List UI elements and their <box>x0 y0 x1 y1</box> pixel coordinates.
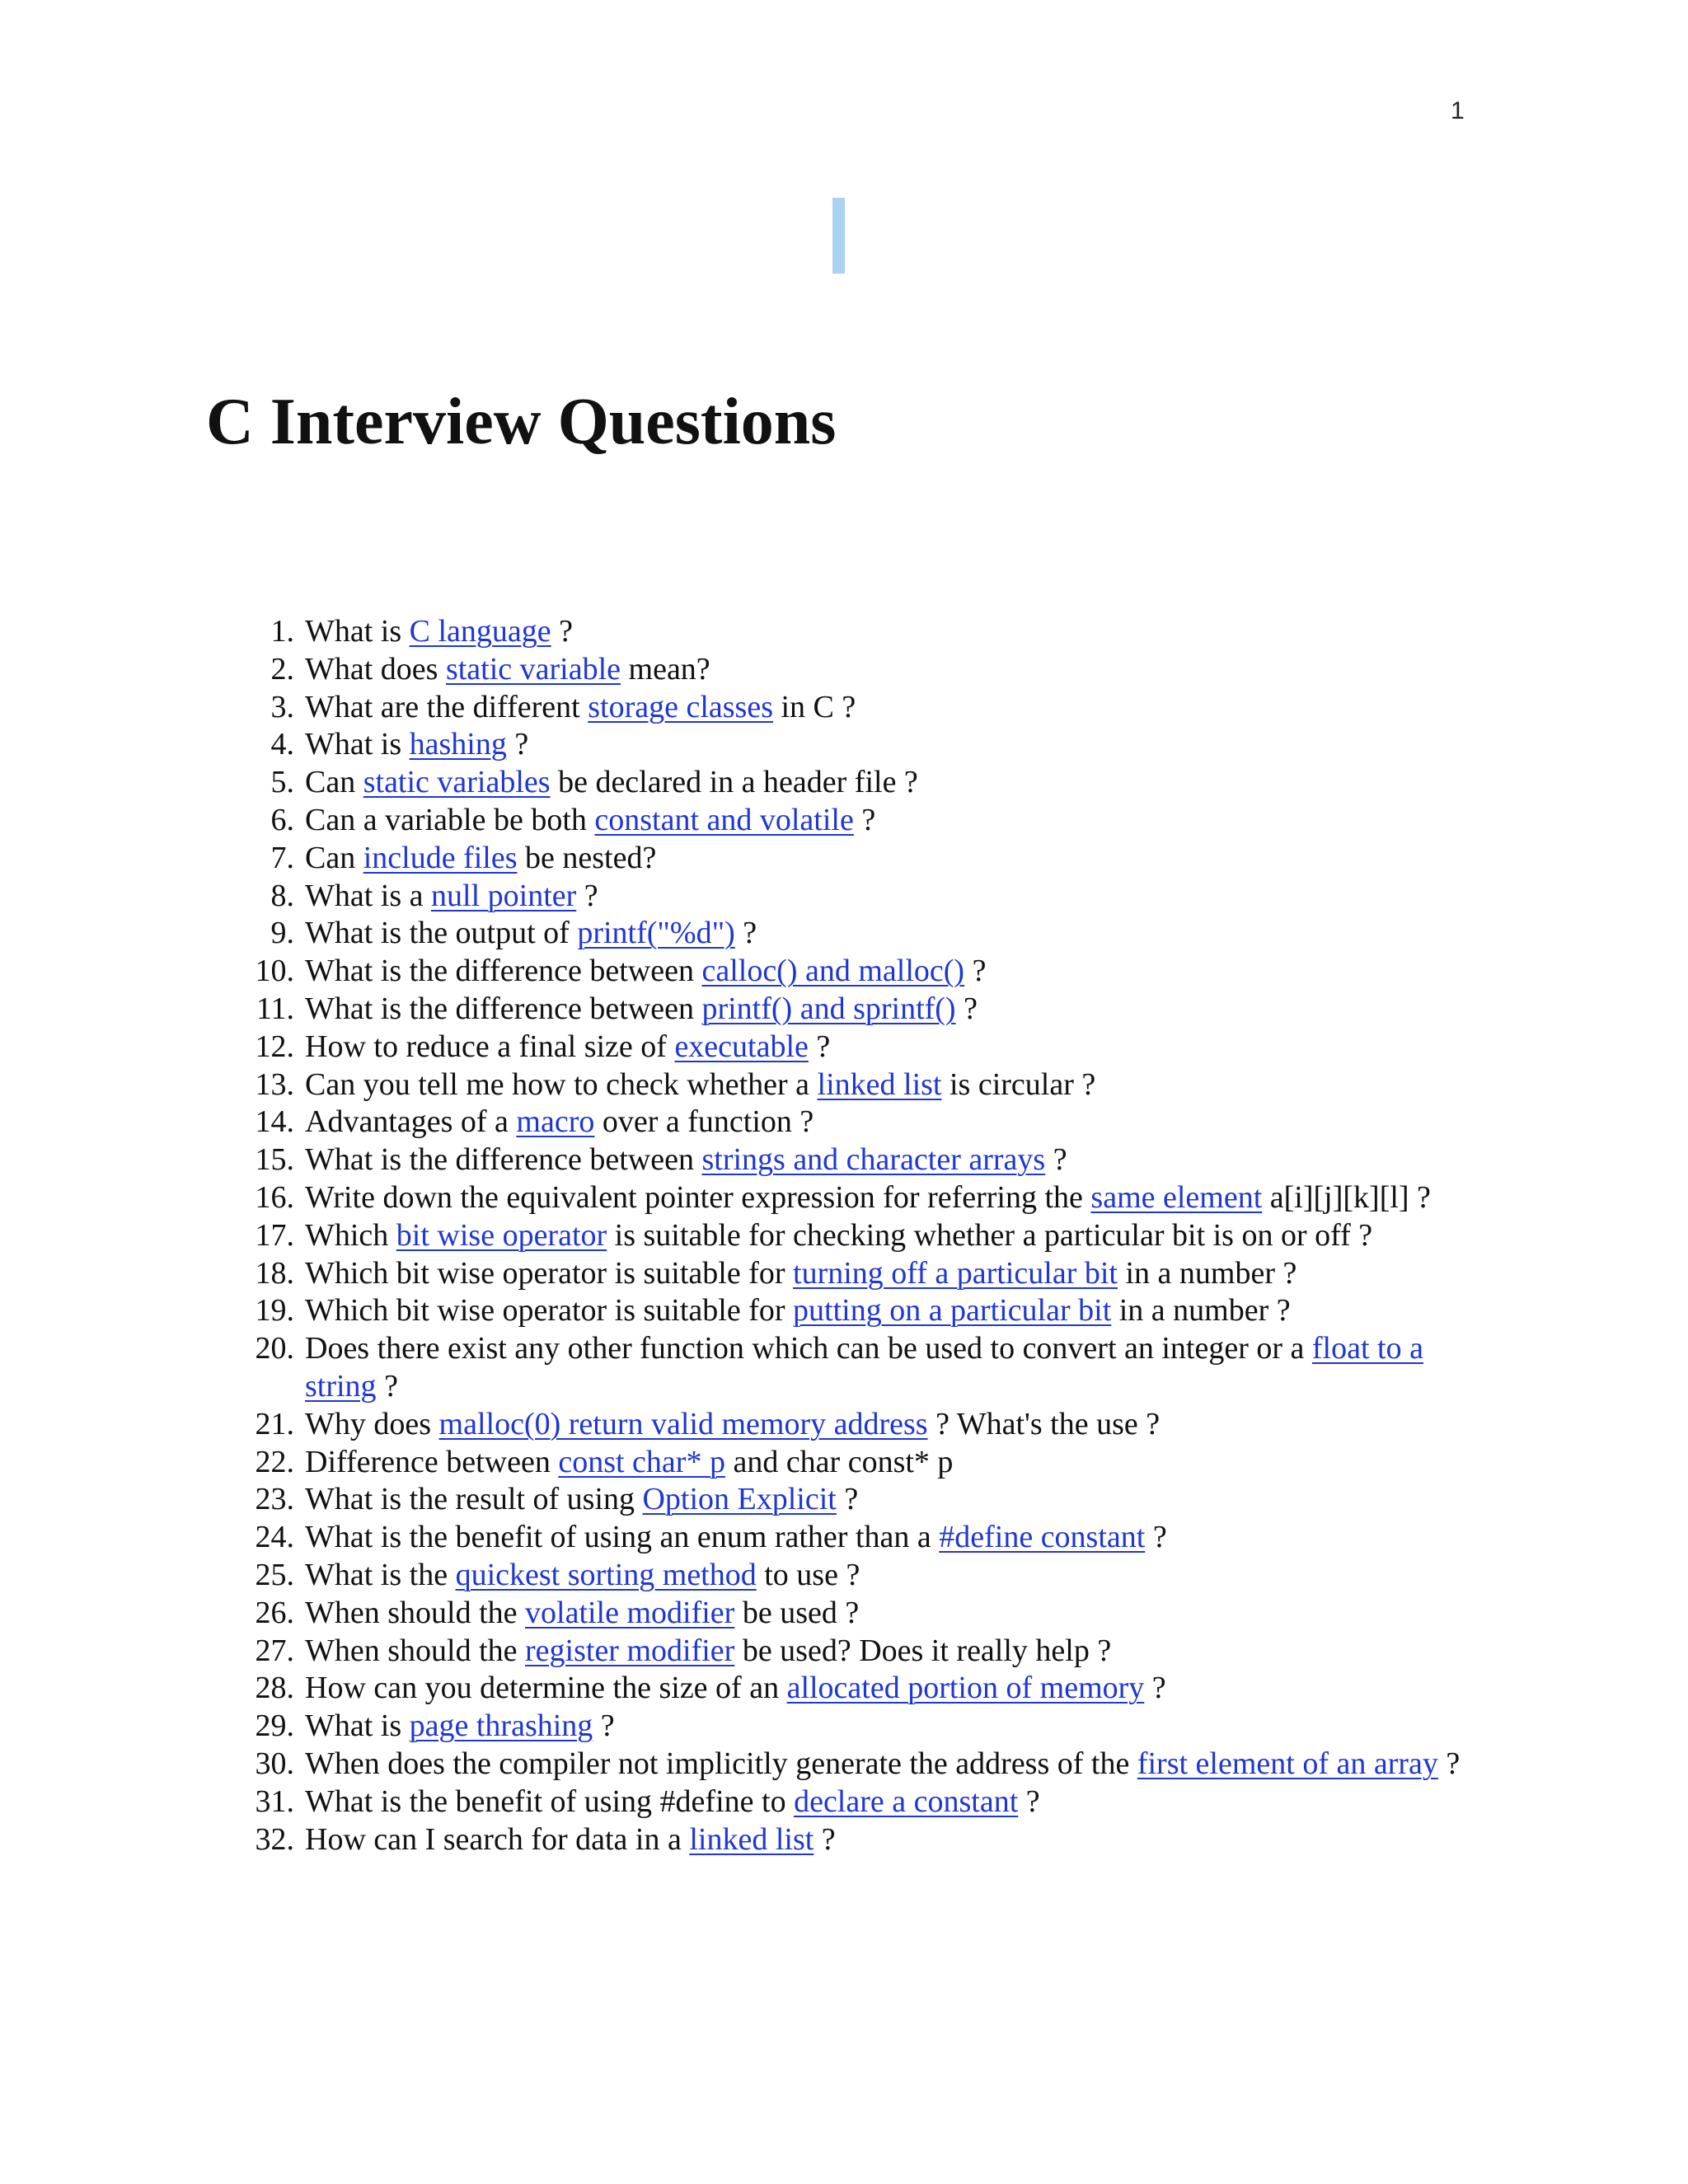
question-link[interactable]: static variable <box>445 651 621 687</box>
question-text <box>305 689 1488 727</box>
question-text-after: is circular ? <box>941 1066 1096 1102</box>
question-text <box>305 1179 1488 1217</box>
question-link[interactable]: executable <box>674 1029 809 1064</box>
question-text-after: be declared in a header file ? <box>550 765 918 800</box>
question-number: 7. <box>270 840 294 875</box>
question-item <box>0 1104 1488 1141</box>
question-link[interactable]: bit wise operator <box>396 1217 607 1253</box>
question-item <box>0 1595 1488 1633</box>
question-text-before: When should the <box>305 1595 526 1630</box>
question-link[interactable]: linked list <box>817 1066 942 1102</box>
question-text-after: ? <box>506 727 529 762</box>
question-item <box>0 1783 1488 1821</box>
question-text-after: ? <box>814 1821 836 1857</box>
question-text-after: over a function ? <box>594 1104 814 1140</box>
question-text <box>305 1217 1488 1255</box>
question-number: 20. <box>255 1331 294 1366</box>
question-number: 23. <box>255 1482 294 1517</box>
question-link[interactable]: printf() and sprintf() <box>701 991 956 1026</box>
question-number: 15. <box>255 1142 294 1178</box>
question-text-after: ? <box>1018 1783 1040 1819</box>
question-link[interactable]: declare a constant <box>794 1783 1019 1819</box>
question-item <box>0 1255 1488 1293</box>
question-text <box>305 764 1488 802</box>
question-text-after: and char const* p <box>724 1444 954 1479</box>
question-item <box>0 1708 1488 1746</box>
question-text <box>305 802 1488 840</box>
question-number: 17. <box>255 1217 294 1253</box>
question-number: 11. <box>256 991 294 1026</box>
question-item <box>0 1292 1488 1330</box>
question-link[interactable]: register modifier <box>525 1633 735 1668</box>
question-text <box>305 1406 1488 1444</box>
question-text-after: ? <box>1145 1520 1167 1555</box>
question-item <box>0 689 1488 727</box>
question-link[interactable]: const char* p <box>558 1444 725 1479</box>
question-link[interactable]: putting on a particular bit <box>793 1293 1112 1329</box>
question-text-before: What is the difference between <box>305 991 702 1026</box>
question-link[interactable]: quickest sorting method <box>455 1557 757 1592</box>
question-text-after: ? <box>1437 1746 1461 1781</box>
question-text-after: be used? Does it really help ? <box>734 1633 1112 1668</box>
question-text <box>305 1633 1488 1671</box>
question-text-before: What is the output of <box>305 916 578 951</box>
question-item <box>0 1444 1488 1482</box>
question-text-after: ? <box>853 802 876 837</box>
question-text-before: Can a variable be both <box>305 802 595 837</box>
question-text <box>305 991 1488 1029</box>
document-title: C Interview Questions <box>206 386 837 458</box>
question-link[interactable]: constant and volatile <box>594 802 854 837</box>
question-item <box>0 1746 1488 1783</box>
question-link[interactable]: C language <box>409 614 551 649</box>
question-number: 26. <box>255 1595 294 1630</box>
question-link[interactable]: float to a string <box>305 1331 1423 1404</box>
question-text <box>305 613 1488 651</box>
question-text-after: a[i][j][k][l] ? <box>1262 1179 1431 1215</box>
question-text <box>305 878 1488 916</box>
question-text <box>305 840 1488 878</box>
question-item <box>0 991 1488 1029</box>
question-item <box>0 1141 1488 1179</box>
question-text-before: What is a <box>305 878 432 913</box>
question-text-before: What is the difference between <box>305 954 702 989</box>
question-number: 31. <box>255 1783 294 1819</box>
question-text <box>305 1330 1488 1406</box>
question-link[interactable]: null pointer <box>431 878 577 913</box>
question-item <box>0 613 1488 651</box>
question-text <box>305 953 1488 991</box>
question-number: 28. <box>255 1671 294 1706</box>
question-text-before: How can I search for data in a <box>305 1821 690 1857</box>
question-item <box>0 1330 1488 1406</box>
question-text-before: Can <box>305 765 363 800</box>
question-text <box>305 1066 1488 1104</box>
question-text-after: be nested? <box>517 840 657 875</box>
question-text <box>305 1783 1488 1821</box>
question-text-before: Advantages of a <box>305 1104 517 1140</box>
question-text <box>305 1292 1488 1330</box>
question-text <box>305 1519 1488 1557</box>
question-text <box>305 1104 1488 1141</box>
question-number: 21. <box>255 1406 294 1441</box>
question-text <box>305 1821 1488 1859</box>
question-text-before: What is the result of using <box>305 1482 643 1517</box>
question-text-before: What is <box>305 614 410 649</box>
question-text-before: Which <box>305 1217 396 1253</box>
question-number: 25. <box>255 1557 294 1592</box>
question-item <box>0 840 1488 878</box>
question-link[interactable]: #define constant <box>939 1520 1146 1555</box>
question-number: 22. <box>255 1444 294 1479</box>
question-text-after: ? <box>734 916 757 951</box>
question-link[interactable]: allocated portion of memory <box>786 1671 1145 1706</box>
question-text-before: What are the different <box>305 689 588 724</box>
question-link[interactable]: same element <box>1090 1179 1263 1215</box>
question-link[interactable]: Option Explicit <box>642 1482 837 1517</box>
question-text-before: Does there exist any other function which can be used to convert an integer or a <box>305 1331 1312 1366</box>
question-number: 29. <box>255 1708 294 1744</box>
question-item <box>0 915 1488 953</box>
question-item <box>0 726 1488 764</box>
question-text-before: What is the benefit of using #define to <box>305 1783 795 1819</box>
question-text <box>305 1595 1488 1633</box>
question-item <box>0 1179 1488 1217</box>
question-number: 32. <box>255 1821 294 1857</box>
question-link[interactable]: malloc(0) return valid memory address <box>438 1406 928 1441</box>
question-list <box>0 613 1488 1858</box>
question-item <box>0 1029 1488 1066</box>
question-text-after: be used ? <box>734 1595 860 1630</box>
question-text-before: Can <box>305 840 363 875</box>
question-link[interactable]: calloc() and malloc() <box>701 954 965 989</box>
question-text-after: ? <box>964 954 987 989</box>
question-text-before: Write down the equivalent pointer expression for referring the <box>305 1179 1091 1215</box>
question-text-before: When should the <box>305 1633 526 1668</box>
question-text-after: ? <box>376 1368 398 1404</box>
question-link[interactable]: static variables <box>363 765 551 800</box>
question-number: 2. <box>270 651 294 687</box>
question-item <box>0 1821 1488 1859</box>
question-text <box>305 1141 1488 1179</box>
question-text-after: in C ? <box>773 689 856 724</box>
question-text-before: Difference between <box>305 1444 559 1479</box>
question-text-after: to use ? <box>756 1557 860 1592</box>
question-text-after: ? <box>551 614 574 649</box>
question-text-after: ? <box>836 1482 859 1517</box>
question-text-before: How can you determine the size of an <box>305 1671 787 1706</box>
question-item <box>0 1633 1488 1671</box>
question-link[interactable]: hashing <box>409 727 507 762</box>
question-text <box>305 726 1488 764</box>
question-item <box>0 878 1488 916</box>
question-link[interactable]: first element of an array <box>1137 1746 1438 1781</box>
question-text <box>305 1029 1488 1066</box>
question-text <box>305 1746 1488 1783</box>
question-link[interactable]: volatile modifier <box>525 1595 735 1630</box>
question-item <box>0 651 1488 689</box>
question-number: 9. <box>270 916 294 951</box>
question-text-before: Which bit wise operator is suitable for <box>305 1293 794 1329</box>
question-text-after: ? What's the use ? <box>927 1406 1160 1441</box>
question-item <box>0 1557 1488 1595</box>
question-item <box>0 1406 1488 1444</box>
question-text <box>305 1255 1488 1293</box>
question-item <box>0 1519 1488 1557</box>
question-text-after: ? <box>593 1708 615 1744</box>
question-number: 18. <box>255 1255 294 1291</box>
question-text-after: is suitable for checking whether a particular bit is on or off ? <box>607 1217 1373 1253</box>
question-item <box>0 1481 1488 1519</box>
accent-bar <box>832 198 845 274</box>
question-text <box>305 1708 1488 1746</box>
question-number: 13. <box>255 1066 294 1102</box>
question-text-after: ? <box>1045 1142 1067 1178</box>
question-number: 3. <box>270 689 294 724</box>
question-text <box>305 651 1488 689</box>
question-link[interactable]: page thrashing <box>409 1708 593 1744</box>
question-text <box>305 1444 1488 1482</box>
question-link[interactable]: include files <box>363 840 518 875</box>
question-number: 16. <box>255 1179 294 1215</box>
question-text <box>305 1557 1488 1595</box>
question-link[interactable]: macro <box>516 1104 595 1140</box>
question-number: 12. <box>255 1029 294 1064</box>
question-item <box>0 953 1488 991</box>
question-number: 5. <box>270 765 294 800</box>
question-text-before: Can you tell me how to check whether a <box>305 1066 818 1102</box>
question-link[interactable]: printf("%d") <box>577 916 735 951</box>
question-number: 30. <box>255 1746 294 1781</box>
question-text-before: What is <box>305 727 410 762</box>
question-text-before: What is the <box>305 1557 456 1592</box>
question-link[interactable]: linked list <box>689 1821 814 1857</box>
question-text-before: How to reduce a final size of <box>305 1029 675 1064</box>
question-number: 27. <box>255 1633 294 1668</box>
question-text-before: What is the benefit of using an enum rather than a <box>305 1520 940 1555</box>
question-number: 6. <box>270 802 294 837</box>
question-number: 24. <box>255 1520 294 1555</box>
question-text-before: When does the compiler not implicitly generate the address of the <box>305 1746 1137 1781</box>
question-text-before: Which bit wise operator is suitable for <box>305 1255 794 1291</box>
question-link[interactable]: strings and character arrays <box>701 1142 1046 1178</box>
question-number: 14. <box>255 1104 294 1140</box>
question-number: 10. <box>255 954 294 989</box>
question-number: 4. <box>270 727 294 762</box>
question-text-before: What does <box>305 651 446 687</box>
page-number: 1 <box>1451 97 1465 124</box>
question-item <box>0 1066 1488 1104</box>
question-text-after: in a number ? <box>1117 1255 1297 1291</box>
question-item <box>0 1670 1488 1708</box>
question-text-after: mean? <box>621 651 710 687</box>
question-number: 19. <box>255 1293 294 1329</box>
question-number: 8. <box>270 878 294 913</box>
question-text-after: ? <box>808 1029 831 1064</box>
question-text-after: ? <box>576 878 598 913</box>
question-text-after: in a number ? <box>1111 1293 1291 1329</box>
question-text-before: What is the difference between <box>305 1142 702 1178</box>
question-item <box>0 1217 1488 1255</box>
question-text <box>305 915 1488 953</box>
question-text <box>305 1481 1488 1519</box>
question-number: 1. <box>270 614 294 649</box>
question-text-after: ? <box>1144 1671 1166 1706</box>
question-link[interactable]: turning off a particular bit <box>793 1255 1118 1291</box>
question-link[interactable]: storage classes <box>588 689 773 724</box>
question-text-before: What is <box>305 1708 410 1744</box>
question-item <box>0 802 1488 840</box>
question-text <box>305 1670 1488 1708</box>
question-item <box>0 764 1488 802</box>
question-text-after: ? <box>955 991 978 1026</box>
question-text-before: Why does <box>305 1406 439 1441</box>
